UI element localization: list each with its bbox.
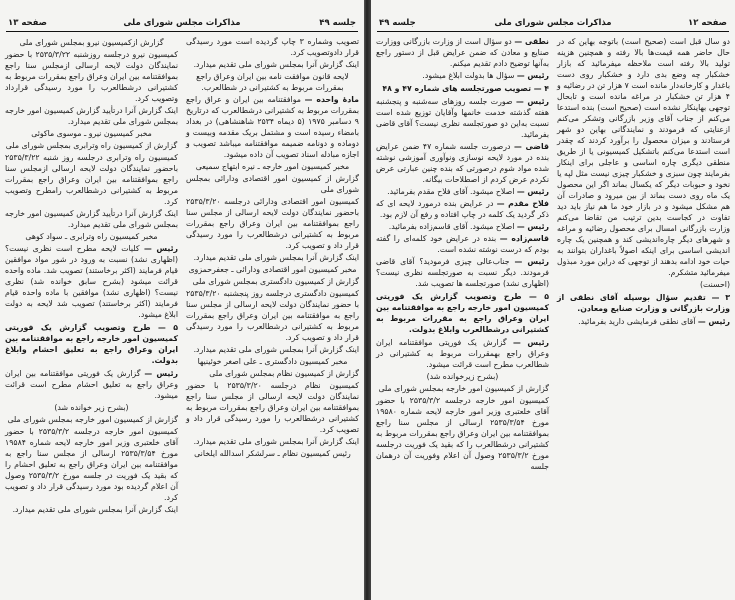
paragraph-text: اصلاح میشود. آقای قاسم‌زاده بفرمائید. — [388, 222, 517, 231]
paragraph — [376, 395, 549, 472]
section-heading — [557, 292, 730, 314]
paragraph-text: ۵ — طرح وتصویب گزارش یک فوریتی کمیسیون امور خارجه راجع به موافقتنامه بین ایران وعراق راجع به تعلیق احشام وابلاغ بدولت. — [5, 323, 178, 365]
centered-line — [376, 371, 549, 382]
page-number: صفحه ۱۲ — [688, 18, 727, 28]
paragraph-text: آقای نطقی فرمایشی دارید بفرمائید. — [578, 317, 698, 326]
paragraph-text: لایحه قانون موافقت نامه بین ایران وعراق راجع بمقررات مربوط به کشتیرانی در شطالعرب. — [196, 72, 349, 92]
paragraph-text: گزارش از کمیسیون نظام بمجلس شورای ملی — [209, 369, 359, 378]
paragraph-text: موافقتنامه بین ایران و عراق راجع بمقررات مربوط به کشتیرانی درشطالعرب که درتاریخ ۹ دسامبر ۱۹۷۵ (۵ دیماه ۲۵۳۴ شاهنشاهی) در بغداد بامضاء رسیده است و مشتمل بریک مقدمه وبیست و دوماده و دونامه ضمیمه موافقتنامه میباشد تصویب و اجازه مبادله اسناد تصویب آن داده میشود. — [186, 95, 359, 159]
paragraph — [376, 337, 549, 370]
paragraph-text: (احسنت) — [699, 280, 730, 289]
paragraph-text: مخبر کمیسیون راه وترابری ـ سواد کوهی — [25, 232, 158, 241]
paragraph-text: اینک گزارش آنرا درتأیید گزارش کمیسیون امور خارجه بمجلس شورای ملی تقدیم میدارد. — [5, 106, 178, 126]
paragraph — [186, 276, 359, 287]
paragraph-text: گزارش از کمیسیون راه وترابری بمجلس شورای ملی — [5, 141, 178, 150]
paragraph — [376, 256, 549, 289]
paragraph — [557, 316, 730, 327]
paragraph — [557, 279, 730, 290]
book-gutter — [364, 0, 371, 600]
paragraph — [5, 49, 178, 104]
paragraph-text: دو سال قبل است (صحیح است) باتوجه بهاین که در حال حاضر همه قیمت‌ها بالا رفته و همچنین هزینه تولید بالا رفته است ملاحظه میفرمائید که بازار خشکبار چه وضع بدی دارد و خشکبار روی دست باغدار و کارخانه‌دار مانده است ۷ هزار تن در رضائیه و ۴ هزار تن خشکبار در مراغه مانده است و تابحال توجهی بهاینکار نشده است (صحیح است) بنده استدعا می‌کنم از جناب آقای وزیر بازرگانی وتشکر می‌کنم ازعنایتی که فرمودند و نمایندگانی بهاین دو شهر فرستادند و میزان محصول را برآورد کردند که چقدر است استدعا می‌کنم باتشکیل کمیسیونی یا از طریق منطقی دیگری چاره اساسی و عاجلی برای اینکار بفرمایند چون سبزی و خشکبار چیزی نیست مثل لپه یا نخود و حبوبات دیگر که یکسال بماند اگر این محصول یک ماه روی دست بماند از بین میرود و صادرات آن هم مشکل میشود و در بازار خود ما هم نیاز باید دید تفاوت در کجاست بدین ترتیب من تقاضا می‌کنم وزارت بازرگانی امسال برای محصول رضائیه و مراغه و شهرهای دیگر چاره‌اندیشی کند و همچنین یک چاره اندیشی اساسی برای اینکه اصولاً باغداران بتوانند به حیات خود ادامه بدهند از توجهی که دراین مورد مبذول میفرمائید متشکرم. — [557, 37, 730, 277]
speaker-name: مادهٔ واحده — — [304, 95, 359, 104]
centered-line — [186, 264, 359, 275]
paragraph — [186, 368, 359, 379]
left-page — [0, 0, 364, 600]
paragraph-text: اینک گزارش آنرا بمجلس شورای ملی تقدیم میدارد. — [193, 253, 359, 262]
centered-line — [186, 71, 359, 93]
speaker-name: رئیس — — [516, 187, 549, 196]
paragraph — [186, 196, 359, 251]
paragraph — [376, 221, 549, 232]
paragraph-text: اینک گزارش آنرا بمجلس شورای ملی تقدیم میدارد. — [12, 505, 178, 514]
paragraph-text: رئیس کمیسیون نظام ـ سرلشکر اسدالله ایلخانی — [194, 449, 351, 458]
columns — [376, 36, 730, 473]
paragraph-text: ۳ — تقدیم سؤال بوسیله آقای نطقی از وزارت بازرگانی و وزارت صنایع ومعادن. — [557, 293, 730, 313]
paragraph — [5, 426, 178, 503]
centered-line — [186, 161, 359, 172]
paragraph — [557, 36, 730, 278]
paragraph-text: کمیسیون نظام درجلسه ۲۵۳۵/۳/۲۰ با حضور نمایندگان دولت لایحه ارسالی از مجلس سنا راجع بموافقتنامه بین ایران وعراق راجع بمقررات مربوط به کشتیرانی درشطالعرب را مورد رسیدگی قرار داد و تصویب کرد. — [186, 381, 359, 434]
centered-line — [186, 448, 359, 459]
paragraph-text: مخبر کمیسیون امور خارجه ـ نیره ابتهاج سمیعی — [195, 162, 350, 171]
page-number: صفحه ۱۳ — [8, 18, 47, 28]
paragraph-text: در عرایض بنده درمورد لایحه ای که ذکر گردید یک کلمه در چاپ افتاده و رفع آن لازم بود. — [376, 199, 549, 219]
page-header — [6, 18, 358, 32]
paragraph-text: کمیسیون امور خارجه درجلسه ۲۵۳۵/۳/۲ با حضور آقای خلعتبری وزیر امور خارجه لایحه شماره ۱۹۵۸۴ مورخ ۲۵۳۵/۳/۵۴ ارسالی از مجلس سنا راجع به موافقتنامه بین ایران وعراق راجع به تعلیق احشام را که بقید یک فوریت در جلسه مورخ ۲۵۳۵/۳/۲ وصول آن اعلام گردیده بود مورد رسیدگی قرار داد و تصویب کرد. — [5, 427, 179, 502]
speaker-name: رئیس — — [512, 338, 549, 347]
speaker-name: رئیس — — [516, 222, 549, 231]
paragraph — [376, 141, 549, 185]
speaker-name: رئیس — — [143, 244, 178, 253]
paragraph-text: اصلاح میشود. آقای فلاح مقدم بفرمائید. — [387, 187, 517, 196]
paragraph-text: گزارش یک فوریتی موافقتنامه بین ایران وعراق راجع به تعلیق احشام مطرح است قرائت میشود. — [5, 369, 178, 400]
paragraph-text: (بشرح زیرخوانده شد) — [426, 372, 499, 381]
speaker-name: قاضی — — [514, 142, 549, 151]
text-column — [557, 36, 730, 473]
paragraph — [376, 70, 549, 81]
paragraph — [186, 59, 359, 70]
paragraph-text: کمیسیون نیرو درجلسه روزشنبه ۲۵۳۵/۳/۲۲ با حضور نمایندگان دولت لایحه ارسالی ازمجلس سنا راجع بموافقتنامه بین ایران وعراق راجع بمقررات مربوط به کشتیرانی درشطالعرب را مورد رسیدگی قرارداد وتصویب کرد. — [5, 50, 178, 103]
paragraph — [5, 504, 178, 515]
paragraph — [186, 36, 359, 58]
text-column — [5, 36, 178, 516]
paragraph-text: درصورت جلسه شماره ۴۷ ضمن عرایض بنده در مورد لایحه نوسازی ونوآوری آموزشی نوشته شده مواد شوم درصورتی که بنده چنین عبارتی عرض نکردم عرض کردم از اصطلاحات بیگانه. — [376, 142, 549, 184]
text-column — [376, 36, 549, 473]
columns — [5, 36, 359, 516]
paragraph — [5, 105, 178, 127]
paragraph-text: کمیسیون راه وترابری درجلسه روز شنبه ۲۵۳۵/۳/۲۲ باحضور نمایندگان دولت لایحه ارسالی ازمجلس سنا راجع بموافقتنامه بین ایران وعراق راجع بمقررات مربوط به کشتیرانی درشطالعرب رامطرح وتصویب کرد. — [5, 153, 178, 206]
running-title: مذاکرات مجلس شورای ملی — [494, 18, 612, 28]
paragraph-text: کمیسیون دادگستری درجلسه روز پنجشنبه ۲۵۳۵/۳/۲۰ با حضور نمایندگان دولت لایحه ارسالی از مجلس سنا راجع به موافقتنامه بین ایران وعراق راجع بمقررات مربوط به کشتیرانی درشطالعرب را مورد رسیدگی قرار داد و تصویب کرد. — [186, 289, 359, 342]
paragraph-text: کمیسیون امور خارجه درجلسه ۲۵۳۵/۳/۲ با حضور آقای خلعتبری وزیر امور خارجه لایحه شماره ۱۹۵۸۰ مورخ ۲۵۳۵/۳/۵۴ ارسالی از مجلس سنا راجع بموافقتنامه بین ایران وعراق راجع بمقررات مربوط به کشتیرانی درشطالعرب را که بقید یک فوریت درجلسه مورخ ۲۵۳۵/۳/۲ وصول آن اعلام وفوریت آن درهمان جلسه — [376, 396, 550, 471]
paragraph-text: اینک گزارش آنرا بمجلس شورای ملی تقدیم میدارد. — [193, 60, 359, 69]
paragraph-text: اینک گزارش آنرا درتأیید گزارش کمیسیون امور خارجه بمجلس شورای ملی تقدیم میدارد. — [5, 209, 178, 229]
section-heading — [376, 291, 549, 335]
centered-line — [5, 402, 178, 413]
section-heading — [5, 322, 178, 366]
speaker-name: رئیس — — [516, 71, 549, 80]
section-heading — [376, 83, 549, 94]
paragraph — [186, 252, 359, 263]
paragraph — [186, 436, 359, 447]
speaker-name: نطقی — — [514, 37, 549, 46]
right-page — [371, 0, 735, 600]
running-title: مذاکرات مجلس شورای ملی — [123, 18, 241, 28]
paragraph-text: دو سؤال است از وزارت بازرگانی ووزارت صنایع و معادن که ضمن عرایض قبل از دستور راجع به‌آنها توضیح دادم تقدیم میکنم. — [376, 37, 549, 68]
paragraph — [376, 36, 549, 69]
speaker-name: رئیس — — [697, 317, 730, 326]
centered-line — [5, 231, 178, 242]
paragraph — [5, 243, 178, 320]
paragraph-text: بنده در عرایض خود کلمه‌ای را گفته بودم که درست نوشته نشده است. — [376, 234, 549, 254]
paragraph-text: ۴ — تصویب صورتجلسه های شماره ۴۷ و ۴۸ — [382, 84, 549, 93]
page-header — [377, 18, 729, 32]
paragraph-text: مخبر کمیسیون نیرو ـ موسوی ماکوئی — [31, 129, 152, 138]
session-number: جلسه ۴۹ — [379, 18, 416, 28]
paragraph — [376, 186, 549, 197]
paragraph — [376, 383, 549, 394]
speaker-name: رئیس — — [514, 257, 549, 266]
centered-line — [186, 356, 359, 367]
paragraph — [186, 380, 359, 435]
paragraph-text: مخبر کمیسیون امور اقتصادی ودارائی ـ جعفرحمزوی — [188, 265, 357, 274]
paragraph-text: جناب‌عالی چیزی فرمودید؟ آقای قاضی فرمودند. دیگر نسبت به صورتجلسه نظری نیست؟ (اظهاری نشد) صورتجلسه ها تصویب شد. — [376, 257, 549, 288]
paragraph-text: کلیات لایحه مطرح است نظری نیست؟ (اظهاری نشد) نسبت به ورود در شور مواد موافقین قیام فرمایند (اکثر برخاستند) تصویب شد. ماده واحده قرائت میشود (بشرح سابق خوانده شد) نظری نیست؟ (اظهاری نشد) موافقین با ماده واحده قیام فرمایند (اکثر برخاستند) تصویب شد لایحه به دولت ابلاغ میشود. — [5, 244, 178, 319]
paragraph-text: گزارش از کمیسیون امور خارجه بمجلس شورای ملی — [7, 415, 178, 424]
centered-line — [5, 128, 178, 139]
paragraph — [5, 368, 178, 401]
paragraph-text: مخبر کمیسیون دادگستری ـ علی اصغر خوئینیها — [197, 357, 348, 366]
paragraph-text: گزارش یک فوریتی موافقتنامه ایران وعراق راجع بهمقررات مربوط به کشتیرانی در شطالعرب مطرح است قرائت میشود. — [376, 338, 549, 369]
paragraph — [186, 344, 359, 355]
paragraph-text: اینک گزارش آنرا بمجلس شورای ملی تقدیم میدارد. — [193, 345, 359, 354]
paragraph-text: (بشرح زیر خوانده شد) — [54, 403, 129, 412]
centered-line — [5, 140, 178, 151]
paragraph — [376, 96, 549, 140]
centered-line — [5, 37, 178, 48]
paragraph-text: گزارش از کمیسیون امور خارجه بمجلس شورای ملی — [378, 384, 549, 393]
paragraph — [186, 173, 359, 195]
paragraph — [186, 94, 359, 160]
paragraph-text: ۵ — طرح وتصویب گزارش یک فوریتی کمیسیون امور خارجه راجع به موافقتنامه بین ایران وعراق راجع به مقررات مربوط به کشتیرانی درشطالعرب وابلاغ بدولت. — [376, 292, 549, 334]
text-column — [186, 36, 359, 516]
paragraph-text: گزارش از کمیسیون دادگستری بمجلس شورای ملی — [192, 277, 359, 286]
paragraph-text: کمیسیون امور اقتصادی ودارائی درجلسه ۲۵۳۵/۳/۲۰ باحضور نمایندگان دولت لایحه ارسالی از مجلس سنا راجع بموافقتنامه بین ایران وعراق راجع بمقررات مربوط به کشتیرانی درشطالعرب را مورد رسیدگی قرار داد و تصویب کرد. — [186, 197, 359, 250]
paragraph — [186, 288, 359, 343]
session-number: جلسه ۴۹ — [319, 18, 356, 28]
paragraph — [376, 198, 549, 220]
speaker-name: فلاح مقدم — — [496, 199, 549, 208]
paragraph-text: سؤال ها بدولت ابلاغ میشود. — [422, 71, 517, 80]
paragraph-text: اینک گزارش آنرا بمجلس شورای ملی تقدیم میدارد. — [193, 437, 359, 446]
paragraph-text: صورت جلسه روزهای سه‌شنبه و پنجشنبه هفته گذشته خدمت خانمها وآقایان توزیع شده است نسبت به‌این دو صورتجلسه نظری نیست؟ آقای قاضی بفرمائید. — [376, 97, 549, 139]
paragraph — [5, 208, 178, 230]
speaker-name: رئیس — — [515, 97, 549, 106]
paragraph-text: گزارش از کمیسیون امور اقتصادی ودارائی بمجلس شورای ملی — [186, 174, 359, 194]
speaker-name: رئیس — — [144, 369, 178, 378]
paragraph-text: گزارش ازکمیسیون نیرو بمجلس شورای ملی — [19, 38, 164, 47]
paragraph-text: تصویب وشماره ۳ چاپ گردیده است مورد رسیدگی قرار دادوتصویب کرد. — [186, 37, 359, 57]
speaker-name: قاسم‌زاده — — [499, 234, 549, 243]
paragraph — [5, 152, 178, 207]
paragraph — [376, 233, 549, 255]
paragraph — [5, 414, 178, 425]
